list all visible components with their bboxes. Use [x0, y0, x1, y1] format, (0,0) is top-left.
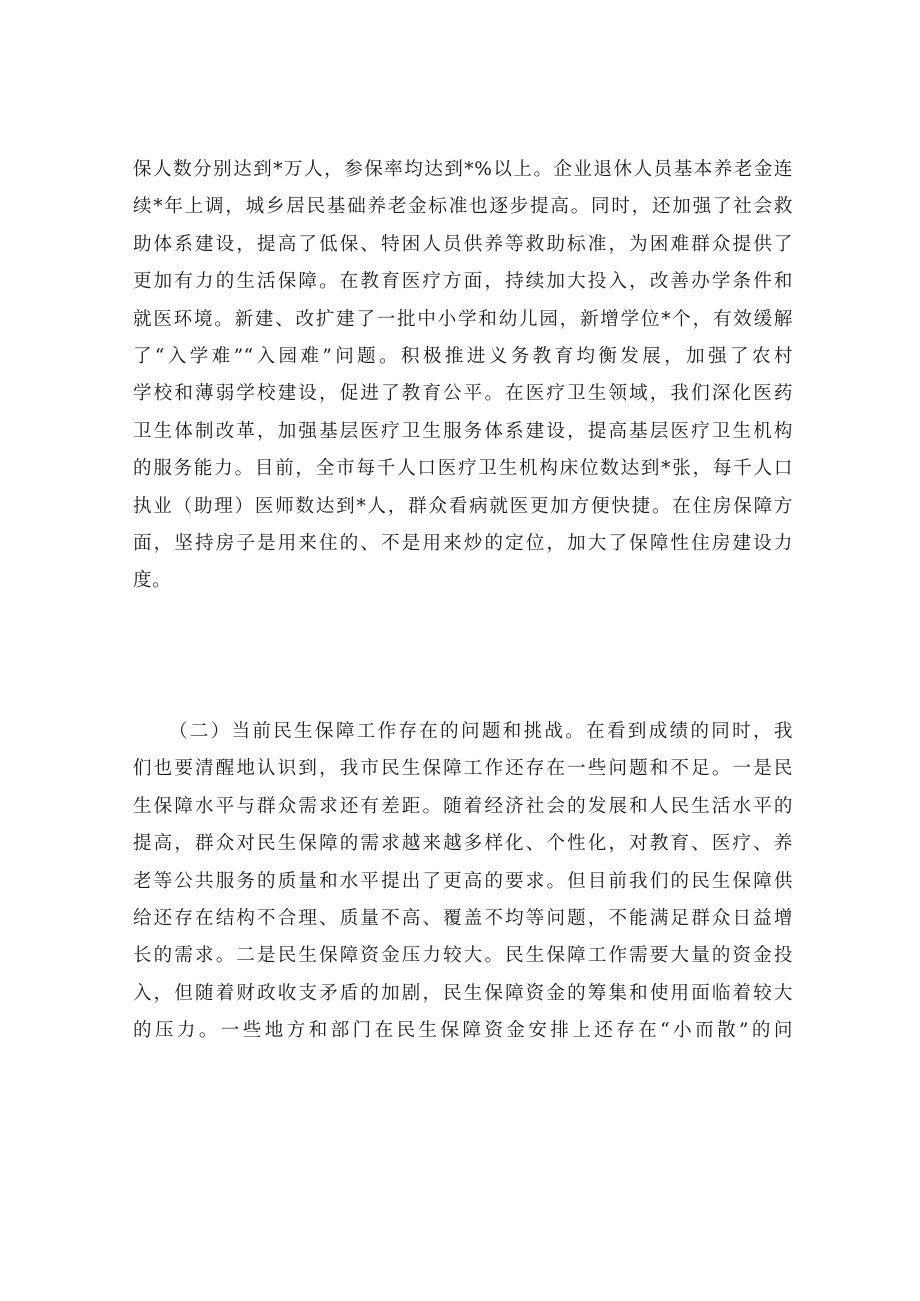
paragraph-line: 生保障水平与群众需求还有差距。随着经济社会的发展和人民生活水平的 — [133, 795, 793, 817]
paragraph-line: （二）当前民生保障工作存在的问题和挑战。在看到成绩的同时，我 — [169, 721, 793, 742]
paragraph-line: 长的需求。二是民生保障资金压力较大。民生保障工作需要大量的资金投 — [133, 945, 793, 967]
paragraph-livelihood-achievements — [133, 151, 793, 600]
paragraph-line: 老等公共服务的质量和水平提出了更高的要求。但目前我们的民生保障供 — [133, 870, 793, 892]
paragraph-problems-and-challenges — [133, 713, 793, 1050]
paragraph-line: 的压力。一些地方和部门在民生保障资金安排上还存在“小而散”的问 — [133, 1020, 793, 1042]
paragraph-line: 提高，群众对民生保障的需求越来越多样化、个性化，对教育、医疗、养 — [133, 833, 793, 855]
paragraph-line: 就医环境。新建、改扩建了一批中小学和幼儿园，新增学位*个，有效缓解 — [133, 308, 793, 330]
paragraph-line: 保人数分别达到*万人，参保率均达到*%以上。企业退休人员基本养老金连 — [133, 159, 793, 180]
paragraph-line: 助体系建设，提高了低保、特困人员供养等救助标准，为困难群众提供了 — [133, 233, 793, 255]
paragraph-line: 卫生体制改革，加强基层医疗卫生服务体系建设，提高基层医疗卫生机构 — [133, 420, 793, 442]
paragraph-line: 给还存在结构不合理、质量不高、覆盖不均等问题，不能满足群众日益增 — [133, 907, 793, 929]
paragraph-line: 了“入学难”“入园难”问题。积极推进义务教育均衡发展，加强了农村 — [133, 345, 793, 367]
paragraph-line: 的服务能力。目前，全市每千人口医疗卫生机构床位数达到*张，每千人口 — [133, 458, 793, 480]
paragraph-line: 执业（助理）医师数达到*人，群众看病就医更加方便快捷。在住房保障方 — [133, 495, 793, 517]
paragraph-line: 更加有力的生活保障。在教育医疗方面，持续加大投入，改善办学条件和 — [133, 271, 793, 293]
paragraph-line: 度。 — [133, 570, 172, 592]
paragraph-line: 续*年上调，城乡居民基础养老金标准也逐步提高。同时，还加强了社会救 — [133, 196, 793, 218]
paragraph-line: 学校和薄弱学校建设，促进了教育公平。在医疗卫生领域，我们深化医药 — [133, 383, 793, 405]
paragraph-line: 们也要清醒地认识到，我市民生保障工作还存在一些问题和不足。一是民 — [133, 758, 793, 780]
paragraph-line: 入，但随着财政收支矛盾的加剧，民生保障资金的筹集和使用面临着较大 — [133, 982, 793, 1004]
paragraph-line: 面，坚持房子是用来住的、不是用来炒的定位，加大了保障性住房建设力 — [133, 532, 793, 554]
